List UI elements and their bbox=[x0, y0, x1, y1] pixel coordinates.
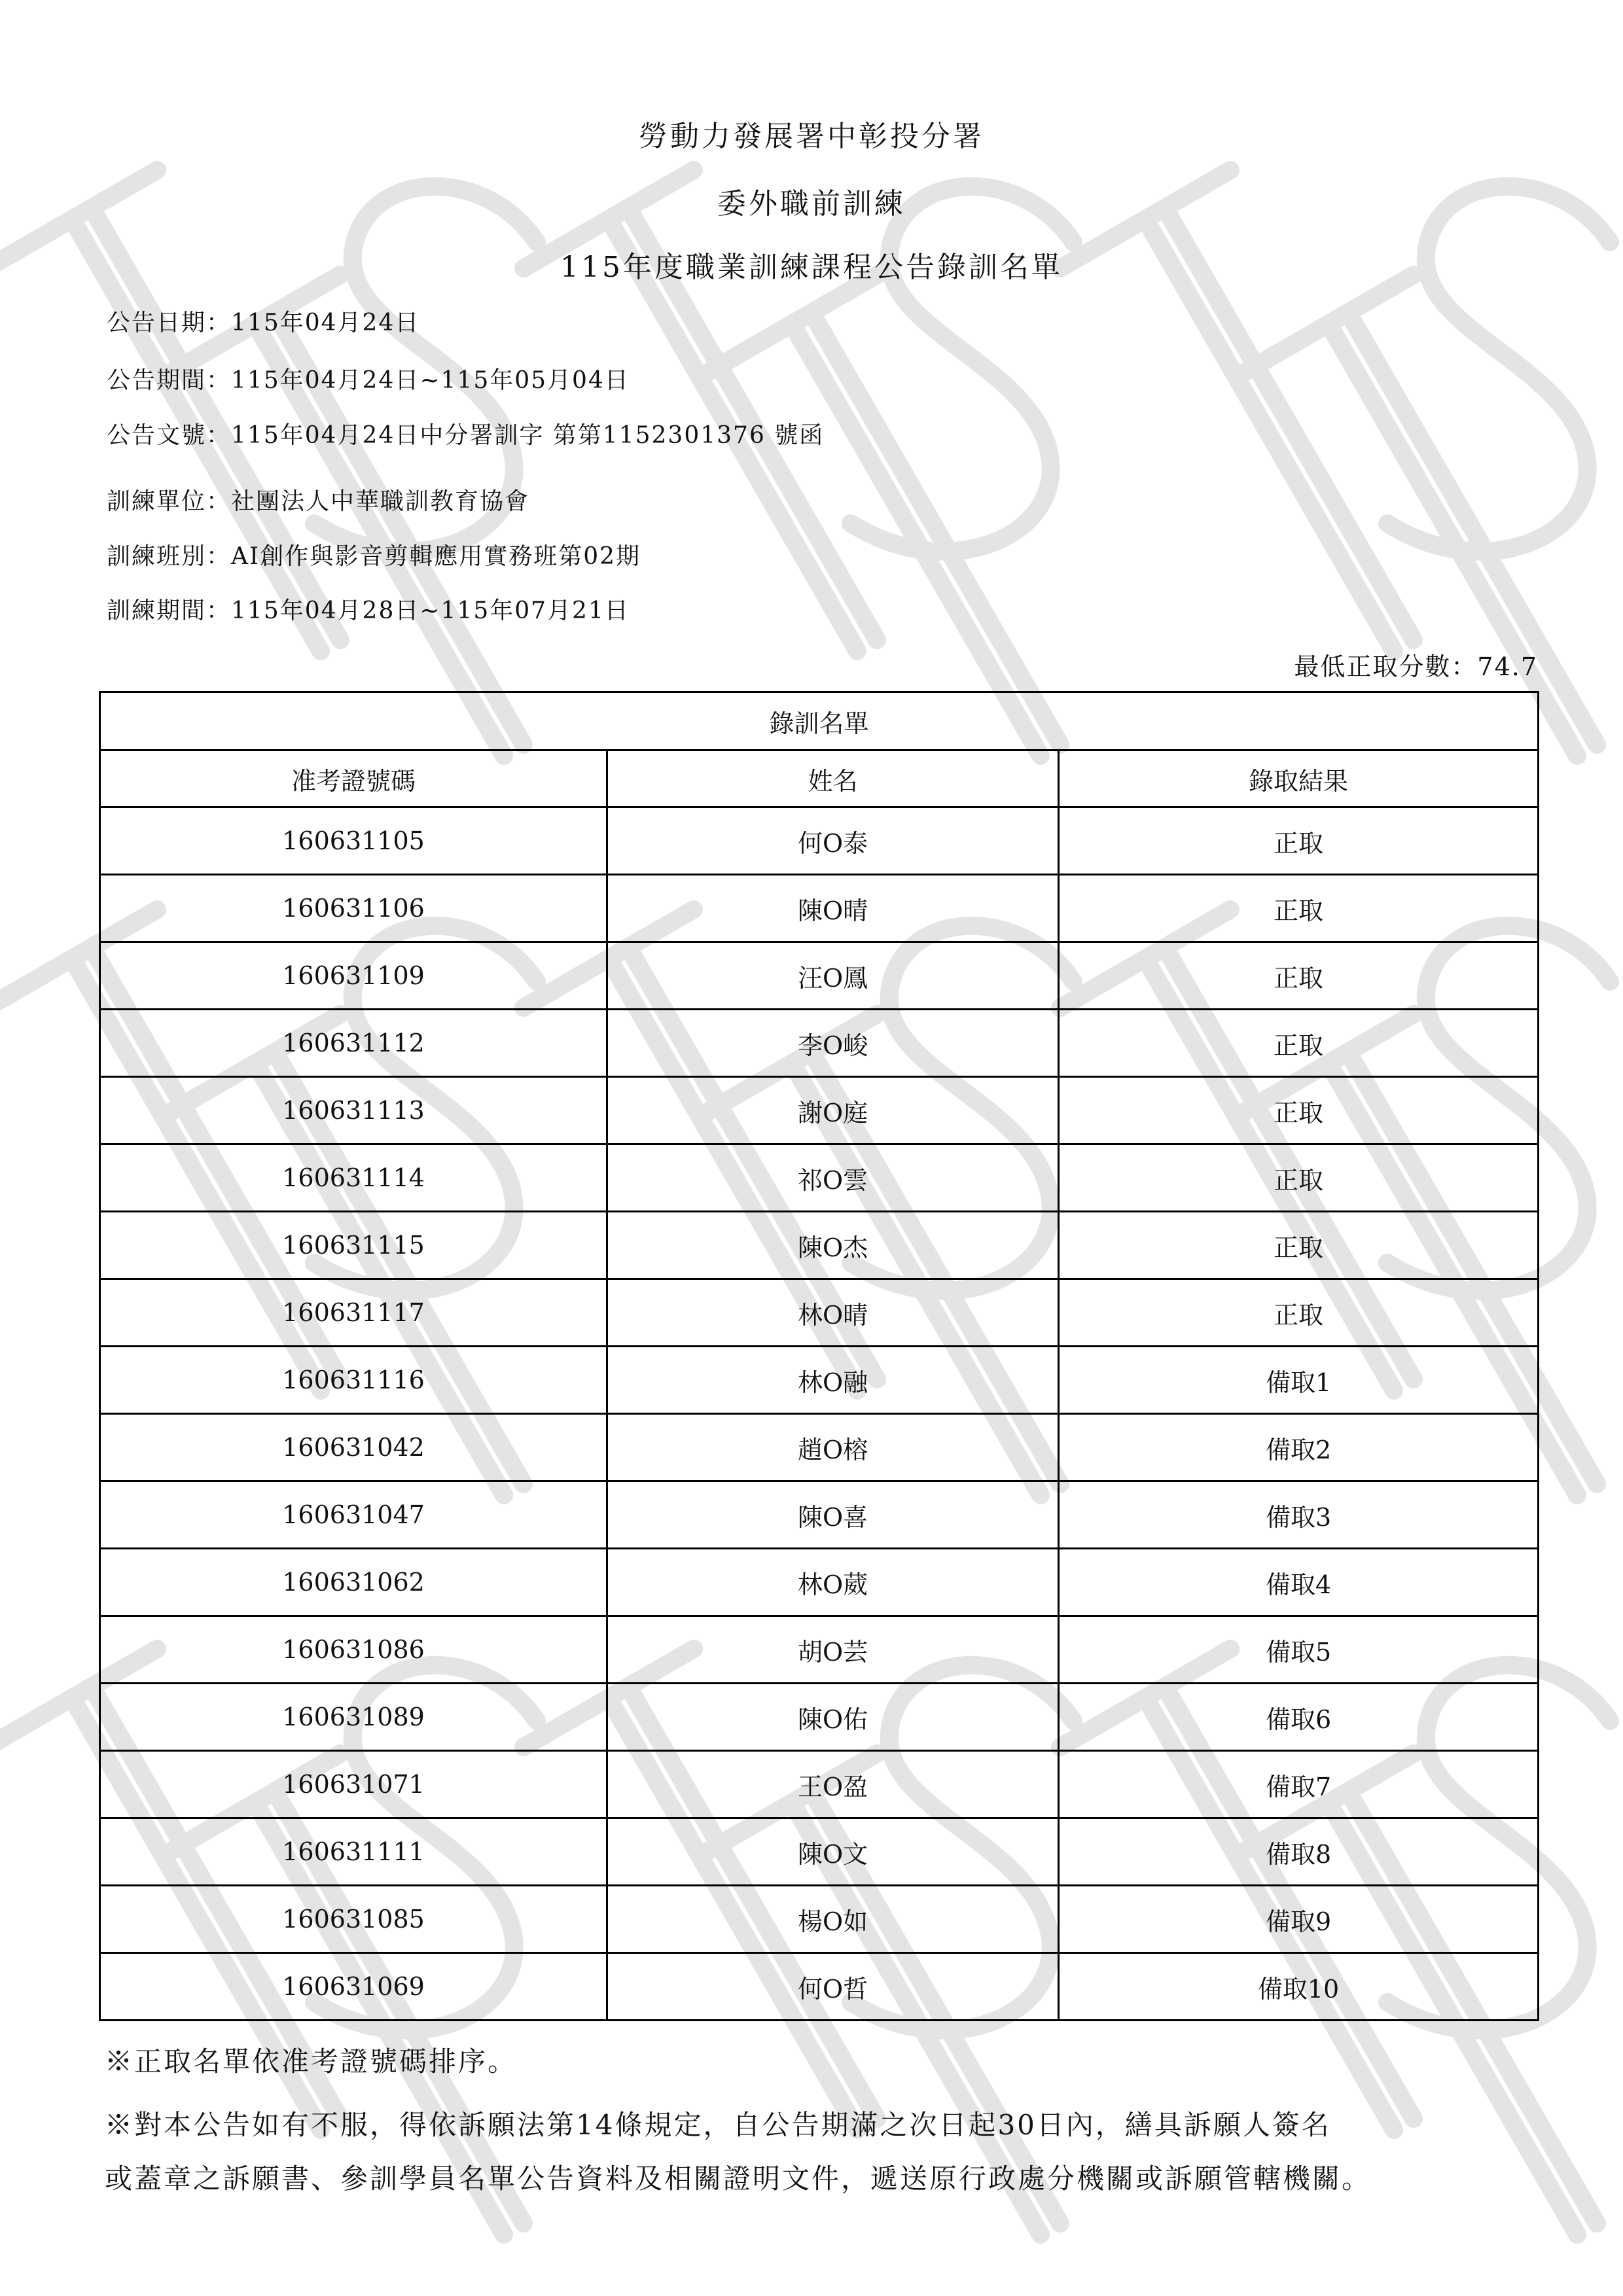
cell-result: 備取1 bbox=[1059, 1347, 1539, 1414]
cell-result: 備取3 bbox=[1059, 1481, 1539, 1549]
cell-result: 正取 bbox=[1059, 1212, 1539, 1279]
cell-result: 正取 bbox=[1059, 1279, 1539, 1347]
table-row bbox=[100, 1818, 1539, 1886]
table-row bbox=[100, 1886, 1539, 1953]
cell-name: 陳O晴 bbox=[607, 875, 1059, 942]
watermark-letter-t bbox=[1060, 170, 1414, 651]
table-row bbox=[100, 1212, 1539, 1279]
column-header-exam-number: 准考證號碼 bbox=[100, 751, 607, 807]
announce-date-label: 公告日期 ： bbox=[107, 309, 231, 336]
cell-exam-number: 160631116 bbox=[100, 1347, 607, 1414]
column-header-name: 姓名 bbox=[607, 751, 1059, 807]
training-class-label: 訓練班別 ： bbox=[107, 543, 231, 570]
training-unit bbox=[107, 483, 529, 516]
table-row bbox=[100, 1077, 1539, 1144]
cell-name: 林O葳 bbox=[607, 1549, 1059, 1616]
appeal-note-line-2: 或蓋章之訴願書、參訓學員名單公告資料及相關證明文件，遞送原行政處分機關或訴願管轄機關。 bbox=[105, 2163, 1372, 2195]
admission-roster-table bbox=[99, 691, 1539, 2021]
cell-name: 楊O如 bbox=[607, 1886, 1059, 1953]
training-unit-label: 訓練單位 ： bbox=[107, 488, 231, 515]
column-header-result: 錄取結果 bbox=[1059, 751, 1539, 807]
cell-result: 備取5 bbox=[1059, 1616, 1539, 1684]
agency-title: 勞動力發展署中彰投分署 bbox=[639, 120, 984, 153]
program-title: 委外職前訓練 bbox=[717, 187, 906, 221]
cell-exam-number: 160631071 bbox=[100, 1751, 607, 1818]
cell-result: 正取 bbox=[1059, 1077, 1539, 1144]
watermark-letter-t bbox=[0, 170, 340, 651]
cell-result: 備取2 bbox=[1059, 1414, 1539, 1481]
table-row bbox=[100, 807, 1539, 875]
cell-exam-number: 160631117 bbox=[100, 1279, 607, 1347]
cell-exam-number: 160631115 bbox=[100, 1212, 607, 1279]
announce-period-value: 115年04月24日~115年05月04日 bbox=[231, 367, 630, 394]
cell-name: 何O哲 bbox=[607, 1953, 1059, 2021]
min-score-label: 最低正取分數 ： bbox=[1294, 652, 1477, 681]
watermark-letter-s bbox=[1387, 186, 1610, 552]
doc-number-value: 115年04月24日中分署訓字 第第1152301376 號函 bbox=[231, 422, 825, 449]
cell-result: 備取8 bbox=[1059, 1818, 1539, 1886]
cell-name: 胡O芸 bbox=[607, 1616, 1059, 1684]
table-caption: 錄訓名單 bbox=[100, 692, 1539, 751]
min-score bbox=[1294, 646, 1538, 682]
table-row bbox=[100, 1549, 1539, 1616]
cell-name: 李O峻 bbox=[607, 1010, 1059, 1077]
doc-number-label: 公告文號 ： bbox=[107, 422, 231, 449]
table-row bbox=[100, 1414, 1539, 1481]
cell-name: 祁O雲 bbox=[607, 1144, 1059, 1212]
cell-result: 正取 bbox=[1059, 942, 1539, 1010]
table-row bbox=[100, 1279, 1539, 1347]
document-title: 115年度職業訓練課程公告錄訓名單 bbox=[560, 251, 1063, 284]
cell-exam-number: 160631109 bbox=[100, 942, 607, 1010]
cell-exam-number: 160631113 bbox=[100, 1077, 607, 1144]
table-row bbox=[100, 1481, 1539, 1549]
table-row bbox=[100, 875, 1539, 942]
cell-exam-number: 160631047 bbox=[100, 1481, 607, 1549]
cell-exam-number: 160631062 bbox=[100, 1549, 607, 1616]
cell-name: 陳O杰 bbox=[607, 1212, 1059, 1279]
training-unit-value: 社團法人中華職訓教育協會 bbox=[231, 488, 530, 515]
table-row bbox=[100, 1684, 1539, 1751]
cell-exam-number: 160631069 bbox=[100, 1953, 607, 2021]
cell-result: 正取 bbox=[1059, 807, 1539, 875]
cell-exam-number: 160631105 bbox=[100, 807, 607, 875]
watermark-letter-t bbox=[707, 275, 1060, 756]
announce-date bbox=[107, 304, 419, 338]
training-class-value: AI創作與影音剪輯應用實務班第02期 bbox=[231, 543, 641, 570]
training-class bbox=[107, 538, 641, 571]
cell-exam-number: 160631106 bbox=[100, 875, 607, 942]
table-row bbox=[100, 1953, 1539, 2021]
cell-name: 陳O佑 bbox=[607, 1684, 1059, 1751]
cell-name: 汪O鳳 bbox=[607, 942, 1059, 1010]
watermark-letter-t bbox=[1243, 275, 1597, 756]
cell-exam-number: 160631086 bbox=[100, 1616, 607, 1684]
cell-exam-number: 160631085 bbox=[100, 1886, 607, 1953]
cell-exam-number: 160631112 bbox=[100, 1010, 607, 1077]
cell-name: 林O晴 bbox=[607, 1279, 1059, 1347]
announce-date-value: 115年04月24日 bbox=[231, 309, 420, 336]
cell-name: 趙O榕 bbox=[607, 1414, 1059, 1481]
cell-name: 陳O文 bbox=[607, 1818, 1059, 1886]
cell-result: 備取9 bbox=[1059, 1886, 1539, 1953]
cell-result: 正取 bbox=[1059, 875, 1539, 942]
cell-exam-number: 160631111 bbox=[100, 1818, 607, 1886]
watermark-letter-s bbox=[851, 186, 1073, 552]
announce-period bbox=[107, 362, 630, 395]
training-period-label: 訓練期間 ： bbox=[107, 597, 231, 624]
table-row bbox=[100, 1751, 1539, 1818]
table-row bbox=[100, 1144, 1539, 1212]
cell-name: 林O融 bbox=[607, 1347, 1059, 1414]
cell-result: 備取7 bbox=[1059, 1751, 1539, 1818]
cell-result: 備取10 bbox=[1059, 1953, 1539, 2021]
roster-body bbox=[100, 807, 1539, 2021]
cell-result: 正取 bbox=[1059, 1144, 1539, 1212]
appeal-note-line-1: ※對本公告如有不服，得依訴願法第14條規定，自公告期滿之次日起30日內，繕具訴願人簽名 bbox=[105, 2109, 1331, 2141]
cell-result: 備取6 bbox=[1059, 1684, 1539, 1751]
cell-exam-number: 160631042 bbox=[100, 1414, 607, 1481]
announce-period-label: 公告期間 ： bbox=[107, 367, 231, 394]
table-row bbox=[100, 1347, 1539, 1414]
sort-note: ※正取名單依准考證號碼排序。 bbox=[105, 2045, 518, 2077]
cell-exam-number: 160631114 bbox=[100, 1144, 607, 1212]
min-score-value: 74.7 bbox=[1477, 652, 1538, 681]
cell-name: 陳O喜 bbox=[607, 1481, 1059, 1549]
training-period bbox=[107, 592, 630, 626]
watermark-letter-t bbox=[524, 170, 877, 651]
training-period-value: 115年04月28日~115年07月21日 bbox=[231, 597, 630, 624]
table-row bbox=[100, 1010, 1539, 1077]
cell-name: 謝O庭 bbox=[607, 1077, 1059, 1144]
doc-number bbox=[107, 417, 824, 450]
cell-name: 王O盈 bbox=[607, 1751, 1059, 1818]
table-row bbox=[100, 942, 1539, 1010]
table-row bbox=[100, 1616, 1539, 1684]
cell-result: 正取 bbox=[1059, 1010, 1539, 1077]
cell-result: 備取4 bbox=[1059, 1549, 1539, 1616]
cell-exam-number: 160631089 bbox=[100, 1684, 607, 1751]
cell-name: 何O泰 bbox=[607, 807, 1059, 875]
